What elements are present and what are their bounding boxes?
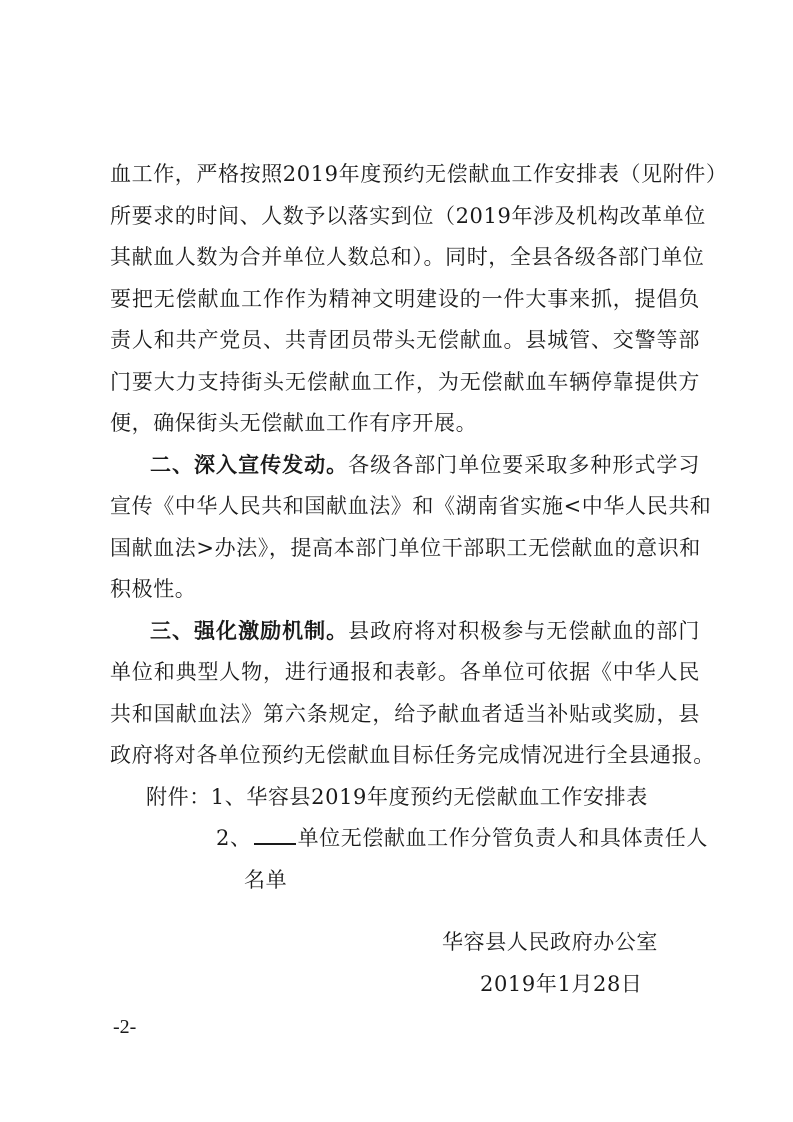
body-line-4: 要把无偿献血工作作为精神文明建设的一件大事来抓，提倡负 <box>110 287 700 311</box>
section3-line-4: 政府将对各单位预约无偿献血目标任务完成情况进行全县通报。 <box>110 743 715 767</box>
body-line-2: 所要求的时间、人数予以落实到位（2019年涉及机构改革单位 <box>110 204 706 228</box>
body-line-3: 其献血人数为合并单位人数总和）。同时，全县各级各部门单位 <box>110 245 705 269</box>
attachment-item-2-text: 单位无偿献血工作分管负责人和具体责任人 <box>297 826 708 850</box>
attachment-item-2-continuation: 名单 <box>244 868 288 892</box>
section2-first-line-text: 各级各部门单位要采取多种形式学习 <box>348 453 700 477</box>
section2-first-line <box>150 451 700 479</box>
section3-line-3: 共和国献血法》第六条规定，给予献血者适当补贴或奖励，县 <box>110 702 700 726</box>
section2-line-4: 积极性。 <box>110 577 197 601</box>
body-line-6: 门要大力支持街头无偿献血工作，为无偿献血车辆停靠提供方 <box>110 370 700 394</box>
body-line-7: 便，确保街头无偿献血工作有序开展。 <box>110 411 478 435</box>
section2-line-2: 宣传《中华人民共和国献血法》和《湖南省实施<中华人民共和 <box>110 494 712 518</box>
attachment-item-1: 附件：1、华容县2019年度预约无偿献血工作安排表 <box>146 785 648 809</box>
issuing-organization: 华容县人民政府办公室 <box>442 930 658 954</box>
section2-line-3: 国献血法>办法》，提高本部门单位干部职工无偿献血的意识和 <box>110 536 701 560</box>
page-number: -2- <box>113 1016 137 1038</box>
body-line-5: 责人和共产党员、共青团员带头无偿献血。县城管、交警等部 <box>110 328 700 352</box>
section3-first-line-text: 县政府将对积极参与无偿献血的部门 <box>348 619 700 643</box>
section3-heading: 三、强化激励机制。 <box>150 618 349 643</box>
section3-line-2: 单位和典型人物，进行通报和表彰。各单位可依据《中华人民 <box>110 660 700 684</box>
issue-date: 2019年1月28日 <box>480 972 643 996</box>
attachment-item-2 <box>216 824 708 852</box>
section3-first-line <box>150 617 700 645</box>
body-line-1: 血工作，严格按照2019年度预约无偿献血工作安排表（见附件） <box>110 162 728 186</box>
fill-in-blank <box>254 825 296 845</box>
attachment-item-2-number: 2、 <box>216 826 252 850</box>
section2-heading: 二、深入宣传发动。 <box>150 452 349 477</box>
